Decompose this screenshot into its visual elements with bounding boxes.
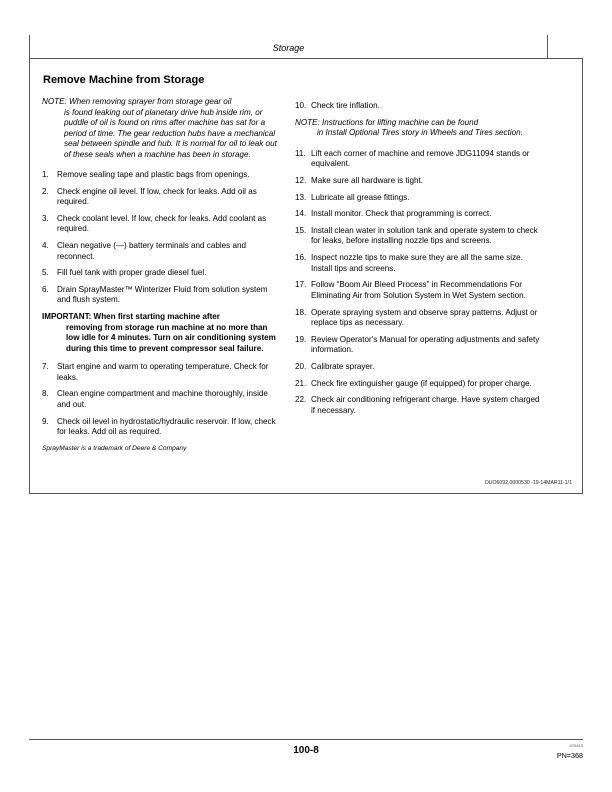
step-text: Check fire extinguisher gauge (if equipped) for proper charge. — [311, 378, 532, 388]
step-item — [295, 280, 545, 301]
step-text: Remove sealing tape and plastic bags from openings. — [57, 170, 250, 179]
footer-code: 070413 — [569, 743, 583, 748]
step-number: 11. — [295, 148, 306, 158]
step-text: Operate spraying system and observe spray patterns. Adjust or replace tips as necessary. — [311, 307, 538, 327]
step-item — [42, 214, 282, 235]
step-item — [42, 268, 282, 279]
step-number: 12. — [295, 175, 307, 185]
step-text: Check engine oil level. If low, check for leaks. Add oil as required. — [57, 186, 257, 207]
step-item — [42, 417, 282, 438]
step-item — [295, 226, 545, 247]
trademark-note: SprayMaster is a trademark of Deere & Company — [42, 444, 187, 452]
step-number: 18. — [295, 307, 307, 317]
step-text: Fill fuel tank with proper grade diesel fuel. — [57, 268, 207, 278]
header-frame — [29, 35, 548, 58]
step-number: 20. — [295, 361, 307, 371]
step-item — [42, 362, 282, 383]
note-continuation: is found leaking out of planetary drive hub inside rim, or puddle of oil is found on rims after machine has sat for a period of time. The gear reduction hubs have a mechanical seal between spindle and hub. It is normal for oil to leak out of these seals when a machine has been in storage. — [64, 107, 277, 159]
step-item — [42, 170, 282, 181]
step-number: 9. — [42, 416, 49, 426]
step-number: 2. — [42, 186, 49, 196]
step-text: Install clean water in solution tank and operate system to check for leaks, before installing nozzle tips and screens. — [311, 225, 538, 246]
step-text: Make sure all hardware is tight. — [311, 175, 424, 185]
step-number: 7. — [42, 362, 49, 372]
step-number: 3. — [42, 213, 49, 223]
section-header: Storage — [272, 43, 305, 53]
step-number: 10. — [295, 101, 307, 110]
step-text: Review Operator's Manual for operating adjustments and safety information. — [311, 334, 540, 355]
step-text: Clean negative (—) battery terminals and cables and reconnect. — [57, 241, 246, 261]
note-continuation: in Install Optional Tires story in Wheels and Tires section. — [317, 128, 523, 138]
step-item — [295, 379, 545, 390]
step-item — [295, 253, 545, 274]
step-item — [295, 149, 545, 170]
important-continuation: removing from storage run machine at no more than low idle for 4 minutes. Turn on air conditioning system during this time to prevent compressor seal failure. — [66, 322, 276, 353]
content-box — [29, 58, 583, 494]
lifting-note — [295, 118, 545, 139]
step-text: Lubricate all grease fittings. — [311, 192, 410, 202]
step-number: 13. — [295, 192, 307, 202]
left-column — [42, 97, 282, 454]
step-item — [295, 395, 545, 416]
note-first-line: NOTE: When removing sprayer from storage gear oil — [42, 97, 232, 106]
page-title: Remove Machine from Storage — [43, 74, 205, 86]
step-number: 19. — [295, 334, 307, 344]
step-text: Lift each corner of machine and remove JDG11094 stands or equivalent. — [311, 148, 530, 169]
step-text: Follow “Boom Air Bleed Process” in Recommendations For Eliminating Air from Solution System in Wet System section. — [311, 280, 526, 300]
note-first-line: NOTE: Instructions for lifting machine can be found — [295, 117, 479, 127]
step-number: 8. — [42, 389, 49, 399]
step-text: Calibrate sprayer. — [311, 361, 375, 371]
step-list-b — [42, 362, 282, 437]
step-number: 15. — [295, 225, 307, 235]
step-number: 1. — [42, 170, 49, 179]
step-item — [42, 285, 282, 306]
step-item — [42, 187, 282, 208]
step-text: Drain SprayMaster™ Winterizer Fluid from solution system and flush system. — [57, 284, 268, 305]
step-item — [295, 193, 545, 204]
document-id: OUO6092,0000530 -19-14MAR11-1/1 — [484, 480, 572, 486]
step-text: Clean engine compartment and machine thoroughly, inside and out. — [57, 389, 268, 409]
step-text: Inspect nozzle tips to make sure they are all the same size. Install tips and screens. — [311, 253, 523, 273]
step-item — [295, 209, 545, 220]
footer-rule — [29, 739, 583, 740]
pn-label: PN=368 — [556, 751, 583, 760]
step-item — [42, 389, 282, 410]
step-item — [295, 308, 545, 329]
step-text: Check air conditioning refrigerant charge. Have system charged if necessary. — [311, 395, 540, 415]
important-first-line: IMPORTANT: When first starting machine after — [42, 312, 220, 322]
step-item — [295, 362, 545, 373]
step-text: Install monitor. Check that programming is correct. — [311, 209, 492, 219]
step-item — [295, 335, 545, 356]
step-item — [295, 101, 545, 112]
step-number: 22. — [295, 395, 307, 405]
step-item — [295, 176, 545, 187]
storage-note — [42, 97, 282, 160]
step-number: 16. — [295, 253, 307, 263]
step-text: Check oil level in hydrostatic/hydraulic reservoir. If low, check for leaks. Add oil as required. — [57, 416, 276, 436]
page-number: 100-8 — [293, 745, 319, 756]
step-number: 17. — [295, 280, 307, 290]
step-number: 21. — [295, 378, 307, 388]
step-number: 5. — [42, 268, 49, 278]
step-text: Start engine and warm to operating temperature. Check for leaks. — [57, 362, 269, 382]
step-text: Check coolant level. If low, check for leaks. Add coolant as required. — [57, 213, 267, 234]
step-text: Check tire inflation. — [311, 101, 380, 110]
step-number: 4. — [42, 241, 49, 251]
important-notice — [42, 312, 282, 354]
step-list-right — [295, 149, 545, 417]
right-column — [295, 101, 545, 422]
step-list-a — [42, 170, 282, 306]
step-number: 6. — [42, 284, 49, 294]
step-item — [42, 241, 282, 262]
step-number: 14. — [295, 209, 307, 219]
